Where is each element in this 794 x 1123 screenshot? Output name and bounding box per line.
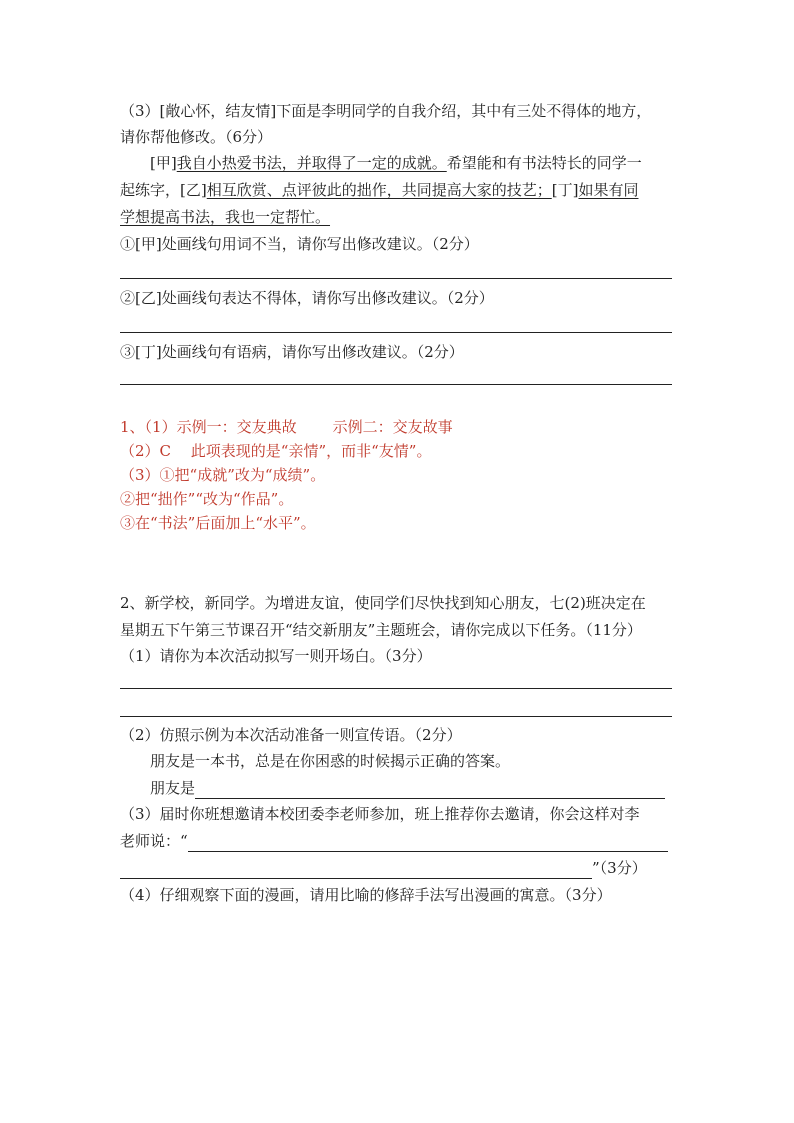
q3-sub2: ②[乙]处画线句表达不得体，请你写出修改建议。（2分） (120, 289, 494, 307)
q3-sub1: ①[甲]处画线句用词不当，请你写出修改建议。（2分） (120, 235, 479, 253)
passage-mid2: 起练字， (120, 181, 181, 199)
answer-1 (120, 416, 453, 438)
q2-part-3b (120, 830, 668, 852)
yi-underlined: 相互欣赏、点评彼此的拙作，共同提高大家的技艺； (206, 181, 552, 199)
passage-mid1: 希望能和有书法特长的同学一 (446, 154, 642, 172)
jia-tag: [甲] (150, 154, 177, 172)
invite-fill-blank-1[interactable] (188, 833, 668, 852)
answer-line-4[interactable] (120, 688, 672, 689)
friend-prefix: 朋友是 (150, 779, 196, 797)
answer-line-2[interactable] (120, 332, 672, 333)
q2-part-3-end: ”（3分） (592, 859, 647, 877)
ding-tag: [丁] (551, 181, 579, 199)
answer-1-part2: 示例二：交友故事 (332, 418, 453, 436)
answer-line-5[interactable] (120, 716, 672, 717)
q2-part-2: （2）仿照示例为本次活动准备一则宣传语。（2分） (120, 726, 462, 744)
answer-4: ②把“拙作”“改为“作品”。 (120, 490, 294, 508)
answer-line-1[interactable] (120, 278, 672, 279)
q2-part-3a: （3）届时你班想邀请本校团委李老师参加，班上推荐你去邀请，你会这样对李 (120, 805, 640, 823)
answer-2: （2）C 此项表现的是“亲情”，而非“友情”。 (120, 442, 432, 460)
q2-intro-2: 星期五下午第三节课召开“结交新朋友”主题班会，请你完成以下任务。（11分） (120, 621, 642, 639)
q2-part-1: （1）请你为本次活动拟写一则开场白。（3分） (120, 647, 432, 665)
q3-passage-line1 (150, 152, 642, 174)
yi-tag: [乙] (180, 181, 207, 199)
ding-underlined-1: 如果有同 (578, 181, 639, 199)
jia-underlined: 我自小热爱书法，并取得了一定的成就。 (176, 154, 447, 172)
q3-passage-line3 (120, 206, 330, 228)
q2-part-3b-text: 老师说：“ (120, 832, 188, 850)
q2-friend-line (150, 777, 665, 799)
ding-underlined-2: 学想提高书法，我也一定帮忙。 (120, 208, 331, 226)
q3-passage-line2 (120, 179, 638, 201)
answer-1-part: （1）示例一：交友典故 (144, 418, 297, 436)
q2-example: 朋友是一本书，总是在你困惑的时候揭示正确的答案。 (150, 752, 511, 770)
answer-5: ③在“书法”后面加上“水平”。 (120, 514, 316, 532)
q2-part-4: （4）仔细观察下面的漫画，请用比喻的修辞手法写出漫画的寓意。（3分） (120, 886, 612, 904)
q3-header-cont: 请你帮他修改。（6分） (120, 128, 273, 146)
friend-fill-blank[interactable] (195, 780, 665, 799)
invite-fill-blank-2[interactable] (120, 860, 592, 879)
q3-header: （3）[敞心怀，结友情]下面是李明同学的自我介绍，其中有三处不得体的地方， (120, 102, 652, 120)
answer-3: （3）①把“成就”改为“成绩”。 (120, 466, 326, 484)
answer-line-3[interactable] (120, 384, 672, 385)
q3-sub3: ③[丁]处画线句有语病，请你写出修改建议。（2分） (120, 343, 464, 361)
q2-intro-1: 2、新学校，新同学。为增进友谊，使同学们尽快找到知心朋友，七(2)班决定在 (120, 594, 646, 612)
q2-part-3c (120, 857, 647, 879)
answer-1-num: 1、 (120, 418, 145, 436)
